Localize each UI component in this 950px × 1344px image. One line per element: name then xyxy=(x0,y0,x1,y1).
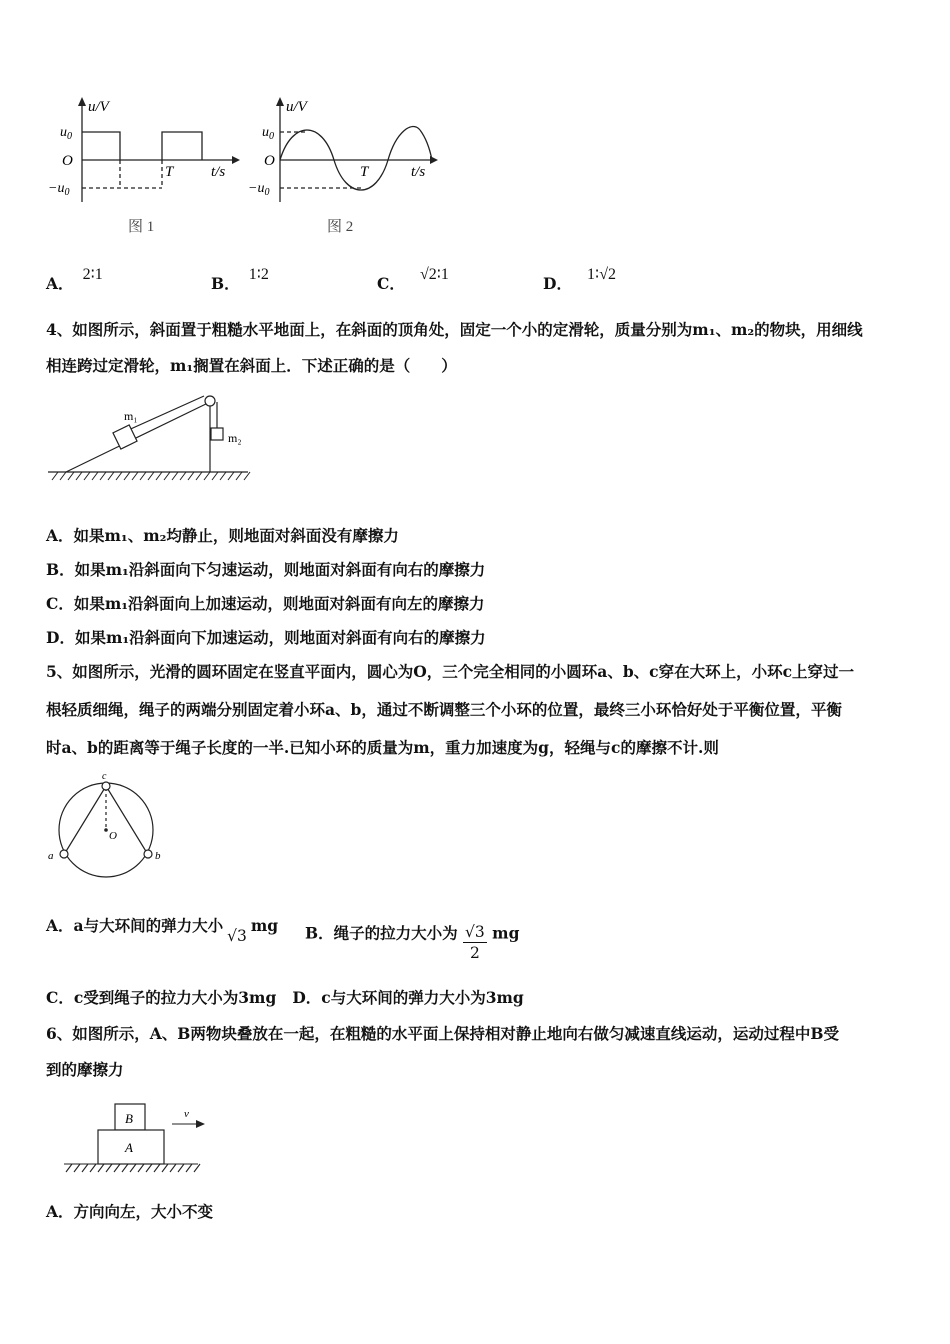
q4-figure-incline xyxy=(44,388,254,488)
q3-option-b: B． 1∶2 xyxy=(211,266,269,293)
ring-O-label: O xyxy=(109,830,117,842)
q3-option-a: A． 2∶1 xyxy=(46,266,103,293)
ground-hatching xyxy=(52,472,250,480)
q3-figures xyxy=(40,92,460,242)
fig2-t-axis-label: t/s xyxy=(411,164,426,180)
fig1-T-label: T xyxy=(165,164,174,180)
q6-option-a: A．方向向左，大小不变 xyxy=(46,1202,214,1221)
q4-option-a: A．如果m₁、m₂均静止，则地面对斜面没有摩擦力 xyxy=(46,526,399,545)
fig2-u-axis-label: u/V xyxy=(286,99,307,115)
fig1-caption: 图 1 xyxy=(128,219,155,235)
fig1-origin-label: O xyxy=(62,153,73,169)
velocity-arrow-icon xyxy=(196,1120,205,1128)
fig1-t-axis-label: t/s xyxy=(211,164,226,180)
q5-option-a: A．a与大环间的弹力大小√3mg xyxy=(46,916,279,945)
q4-option-d: D．如果m₁沿斜面向下加速运动，则地面对斜面有向右的摩擦力 xyxy=(46,628,486,647)
block-A-label: A xyxy=(125,1140,133,1155)
m1-label: m₁ xyxy=(124,409,138,423)
ring-b-label: b xyxy=(155,850,161,862)
q5-stem-line2: 根轻质细绳，绳子的两端分别固定着小环a、b，通过不断调整三个小环的位置，最终三小环恰好处于平衡位置，平衡 xyxy=(46,700,842,719)
fig1-u-axis-label: u/V xyxy=(88,99,109,115)
fig2-caption: 图 2 xyxy=(327,219,354,235)
ring-a-label: a xyxy=(48,850,54,862)
q3-option-d: D． 1∶√2 xyxy=(543,266,616,293)
velocity-v-label: v xyxy=(184,1108,189,1120)
q5-stem-line3: 时a、b的距离等于绳子长度的一半.已知小环的质量为m，重力加速度为g，轻绳与c的摩擦不计.则 xyxy=(46,738,719,757)
q5-option-b: B．绳子的拉力大小为 $\frac{√3}{2}$ mg xyxy=(305,923,520,962)
q3-option-c: C． √2∶1 xyxy=(377,266,449,293)
q4-stem-line2: 相连跨过定滑轮，m₁搁置在斜面上．下述正确的是（ ） xyxy=(46,356,457,375)
q6-stem-line2: 到的摩擦力 xyxy=(46,1060,124,1079)
fig2-T-label: T xyxy=(360,164,369,180)
q5-option-c-d: C．c受到绳子的拉力大小为3mg D．c与大环间的弹力大小为3mg xyxy=(46,988,524,1007)
m2-label: m₂ xyxy=(228,431,242,445)
q6-stem-line1: 6、如图所示，A、B两物块叠放在一起，在粗糙的水平面上保持相对静止地向右做匀减速直线运动，运动过程中B受 xyxy=(46,1024,840,1043)
q6-figure-blocks xyxy=(62,1100,206,1180)
fig2-origin-label: O xyxy=(264,153,275,169)
q5-stem-line1: 5、如图所示，光滑的圆环固定在竖直平面内，圆心为O，三个完全相同的小圆环a、b、c穿在大环上，小环c上穿过一 xyxy=(46,662,855,681)
block-B-label: B xyxy=(125,1111,133,1126)
q4-option-b: B．如果m₁沿斜面向下匀速运动，则地面对斜面有向右的摩擦力 xyxy=(46,560,486,579)
q4-stem-line1: 4、如图所示，斜面置于粗糙水平地面上，在斜面的顶角处，固定一个小的定滑轮，质量分别为m₁、m₂的物块，用细线 xyxy=(46,320,863,339)
fig2-neg-u0-label: $-u_0$ xyxy=(248,181,270,198)
fig1-u0-label: $u_0$ xyxy=(60,125,72,142)
fig2-u0-label: $u_0$ xyxy=(262,125,274,142)
q4-option-c: C．如果m₁沿斜面向上加速运动，则地面对斜面有向左的摩擦力 xyxy=(46,594,485,613)
fig1-neg-u0-label: $-u_0$ xyxy=(48,181,70,198)
center-dot xyxy=(104,828,108,832)
ring-c-label: c xyxy=(102,771,107,782)
q5-figure-ring xyxy=(44,768,174,888)
